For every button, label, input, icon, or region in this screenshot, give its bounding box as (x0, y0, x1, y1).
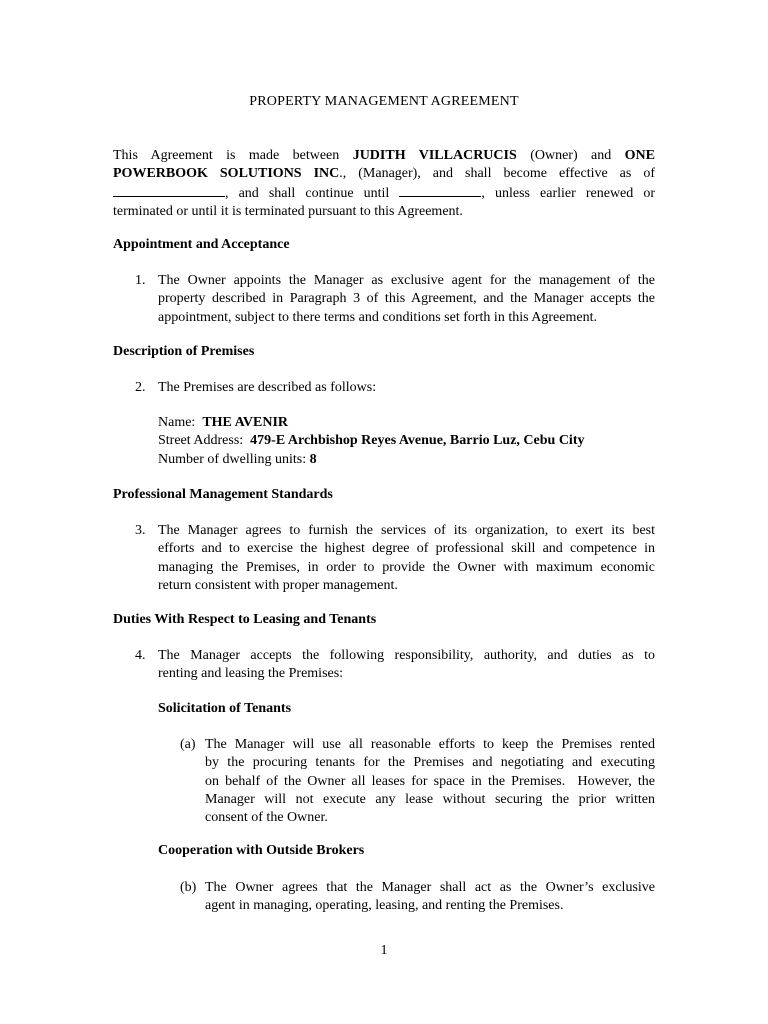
subclause-b (158, 879, 655, 916)
premises-name-row (158, 414, 585, 432)
section-heading-leasing: Duties With Respect to Leasing and Tenants (113, 612, 377, 627)
intro-line-1 (113, 147, 655, 165)
subheading-solicitation: Solicitation of Tenants (158, 701, 292, 716)
clause-number: 1. (135, 273, 146, 288)
clause-number: 3. (135, 523, 146, 538)
clause-2 (113, 379, 655, 397)
intro-text: (Owner) and (516, 148, 625, 163)
intro-text: , unless earlier renewed or (481, 185, 655, 201)
clause-line: The Manager will use all reasonable efforts to keep the Premises rented (205, 737, 655, 752)
effective-date-blank (113, 184, 225, 197)
premises-units-value: 8 (309, 451, 317, 467)
page-number: 1 (380, 943, 388, 958)
clause-line: by the procuring tenants for the Premises and negotiating and executing (205, 755, 655, 771)
clause-1 (113, 272, 655, 327)
clause-line: on behalf of the Owner all leases for space in the Premises. However, the (205, 773, 655, 789)
premises-address-label: Street Address: (158, 433, 251, 449)
clause-line: agent in managing, operating, leasing, and renting the Premises. (205, 898, 564, 914)
subclause-a (158, 736, 655, 827)
intro-line-3 (113, 184, 655, 203)
intro-line-4: terminated or until it is terminated pursuant to this Agreement. (113, 203, 463, 219)
clause-line: The Manager agrees to furnish the services of its organization, to exert its best (158, 523, 655, 538)
intro-paragraph (113, 147, 655, 221)
premises-name-value: THE AVENIR (202, 415, 289, 430)
clause-line: The Manager accepts the following responsibility, authority, and duties as to (158, 648, 655, 663)
end-date-blank (399, 184, 481, 197)
clause-line: appointment, subject to there terms and conditions set forth in this Agreement. (158, 309, 597, 325)
premises-details (158, 414, 585, 469)
manager-name-part-1: ONE (624, 148, 656, 163)
premises-name-label: Name: (158, 415, 203, 430)
clause-line: property described in Paragraph 3 of this Agreement, and the Manager accepts the (158, 291, 655, 307)
clause-line: The Owner appoints the Manager as exclusive agent for the management of the (158, 273, 655, 288)
manager-name-part-2: POWERBOOK SOLUTIONS INC (113, 166, 340, 182)
document-title: PROPERTY MANAGEMENT AGREEMENT (249, 94, 519, 109)
premises-address-value: 479-E Archbishop Reyes Avenue, Barrio Luz, Cebu City (250, 433, 585, 449)
clause-line: consent of the Owner. (205, 810, 328, 826)
intro-text: , and shall continue until (225, 185, 400, 201)
premises-address-row (158, 432, 585, 450)
section-heading-appointment: Appointment and Acceptance (113, 237, 290, 252)
clause-line: Manager will not execute any lease without securing the prior written (205, 791, 655, 807)
clause-line: efforts and to exercise the highest degree of professional skill and competence in (158, 541, 655, 557)
clause-3 (113, 522, 655, 595)
clause-line: return consistent with proper management. (158, 577, 398, 593)
intro-line-2 (113, 165, 655, 183)
clause-number: 2. (135, 380, 146, 395)
section-heading-premises: Description of Premises (113, 344, 255, 359)
premises-units-label: Number of dwelling units: (158, 451, 310, 467)
section-heading-standards: Professional Management Standards (113, 487, 333, 502)
clause-line: The Owner agrees that the Manager shall act as the Owner’s exclusive (205, 880, 655, 895)
subclause-number: (a) (180, 737, 196, 752)
clause-line: The Premises are described as follows: (158, 380, 377, 395)
subclause-number: (b) (180, 880, 197, 895)
clause-line: managing the Premises, in order to provide the Owner with maximum economic (158, 559, 655, 575)
clause-line: renting and leasing the Premises: (158, 666, 344, 682)
intro-text: ., (Manager), and shall become effective as of (339, 166, 655, 182)
premises-units-row (158, 451, 585, 469)
owner-name: JUDITH VILLACRUCIS (352, 148, 517, 163)
clause-number: 4. (135, 648, 146, 663)
intro-text: This Agreement is made between (113, 148, 353, 163)
subheading-brokers: Cooperation with Outside Brokers (158, 843, 365, 858)
clause-4 (113, 647, 655, 684)
